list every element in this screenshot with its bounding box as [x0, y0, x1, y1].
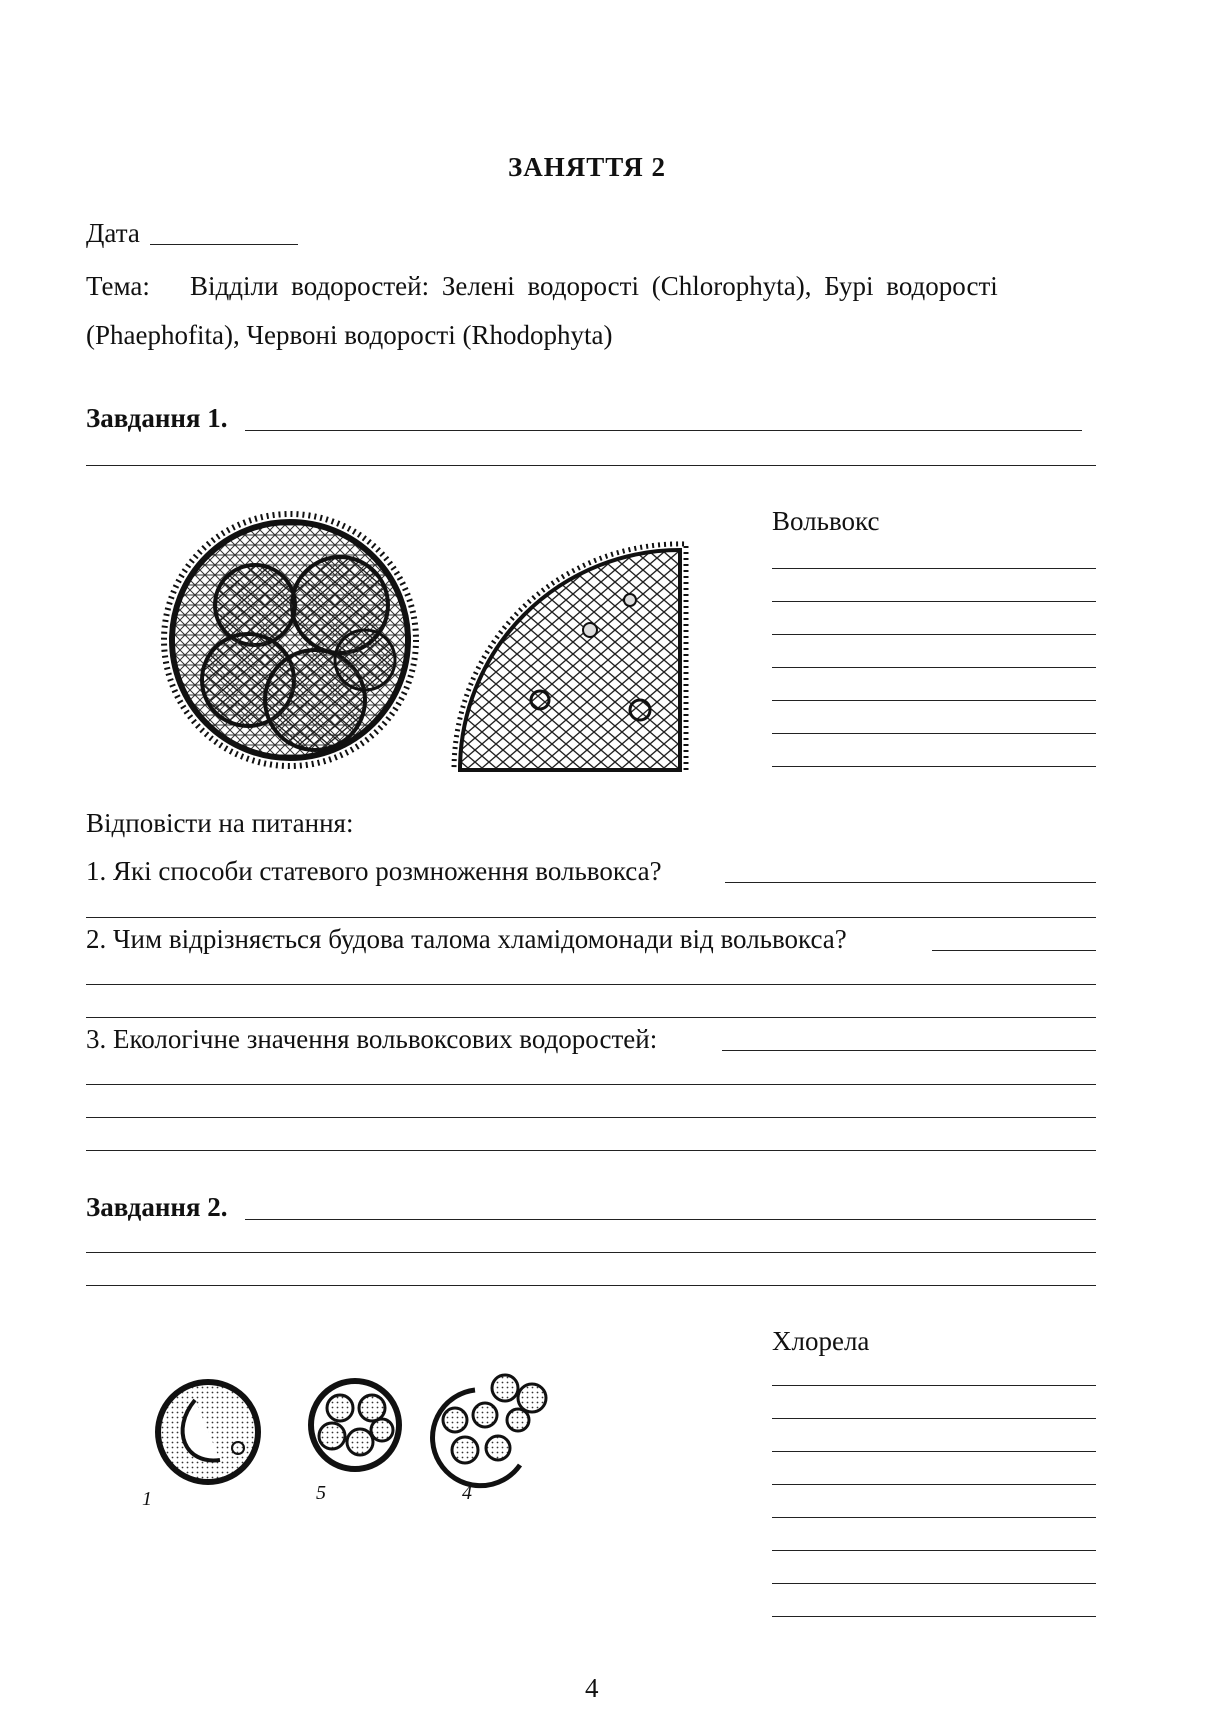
page-title: ЗАНЯТТЯ 2: [508, 152, 666, 182]
question-1: 1. Які способи статевого розмноження вольвокса?: [86, 856, 662, 886]
chlorella-note-line[interactable]: [772, 1616, 1096, 1617]
volvox-note-line[interactable]: [772, 667, 1096, 668]
task1-answer-line[interactable]: [86, 465, 1096, 466]
date-field-line[interactable]: [150, 244, 298, 245]
figure-label-1: 1: [142, 1488, 152, 1510]
volvox-note-line[interactable]: [772, 568, 1096, 569]
q3-answer-line[interactable]: [722, 1050, 1096, 1051]
chlorella-illustration: [140, 1370, 610, 1510]
task2-answer-line[interactable]: [245, 1219, 1096, 1220]
chlorella-note-line[interactable]: [772, 1517, 1096, 1518]
topic-label: Тема:: [86, 271, 150, 301]
q1-answer-line[interactable]: [725, 882, 1096, 883]
question-2: 2. Чим відрізняється будова талома хламідомонади від вольвокса?: [86, 924, 847, 954]
chlorella-note-line[interactable]: [772, 1583, 1096, 1584]
topic-line-1: Відділи водоростей: Зелені водорості (Chlorophyta), Бурі водорості: [190, 271, 998, 301]
volvox-illustration: [160, 510, 700, 790]
chlorella-note-line[interactable]: [772, 1451, 1096, 1452]
task1-answer-line[interactable]: [245, 430, 1082, 431]
task2-answer-line[interactable]: [86, 1252, 1096, 1253]
answer-prompt: Відповісти на питання:: [86, 808, 354, 838]
q2-answer-line[interactable]: [932, 950, 1096, 951]
chlorella-note-line[interactable]: [772, 1418, 1096, 1419]
chlorella-note-line[interactable]: [772, 1550, 1096, 1551]
chlorella-note-line[interactable]: [772, 1484, 1096, 1485]
q3-answer-line[interactable]: [86, 1117, 1096, 1118]
topic-line-2: (Phaephofita), Червоні водорості (Rhodophyta): [86, 320, 613, 350]
figure-label-5: 5: [316, 1482, 326, 1504]
q1-answer-line[interactable]: [86, 917, 1096, 918]
task2-answer-line[interactable]: [86, 1285, 1096, 1286]
q2-answer-line[interactable]: [86, 1017, 1096, 1018]
task2-label: Завдання 2.: [86, 1192, 228, 1222]
date-label: Дата: [86, 218, 140, 248]
q3-answer-line[interactable]: [86, 1150, 1096, 1151]
chlorella-note-line[interactable]: [772, 1385, 1096, 1386]
question-3: 3. Екологічне значення вольвоксових водоростей:: [86, 1024, 658, 1054]
chlorella-label: Хлорела: [772, 1326, 870, 1356]
volvox-note-line[interactable]: [772, 634, 1096, 635]
q2-answer-line[interactable]: [86, 984, 1096, 985]
q3-answer-line[interactable]: [86, 1084, 1096, 1085]
volvox-note-line[interactable]: [772, 601, 1096, 602]
volvox-label: Вольвокс: [772, 506, 880, 536]
volvox-note-line[interactable]: [772, 766, 1096, 767]
volvox-note-line[interactable]: [772, 700, 1096, 701]
task1-label: Завдання 1.: [86, 403, 228, 433]
figure-label-4: 4: [462, 1482, 472, 1504]
volvox-note-line[interactable]: [772, 733, 1096, 734]
page-number: 4: [585, 1673, 599, 1703]
